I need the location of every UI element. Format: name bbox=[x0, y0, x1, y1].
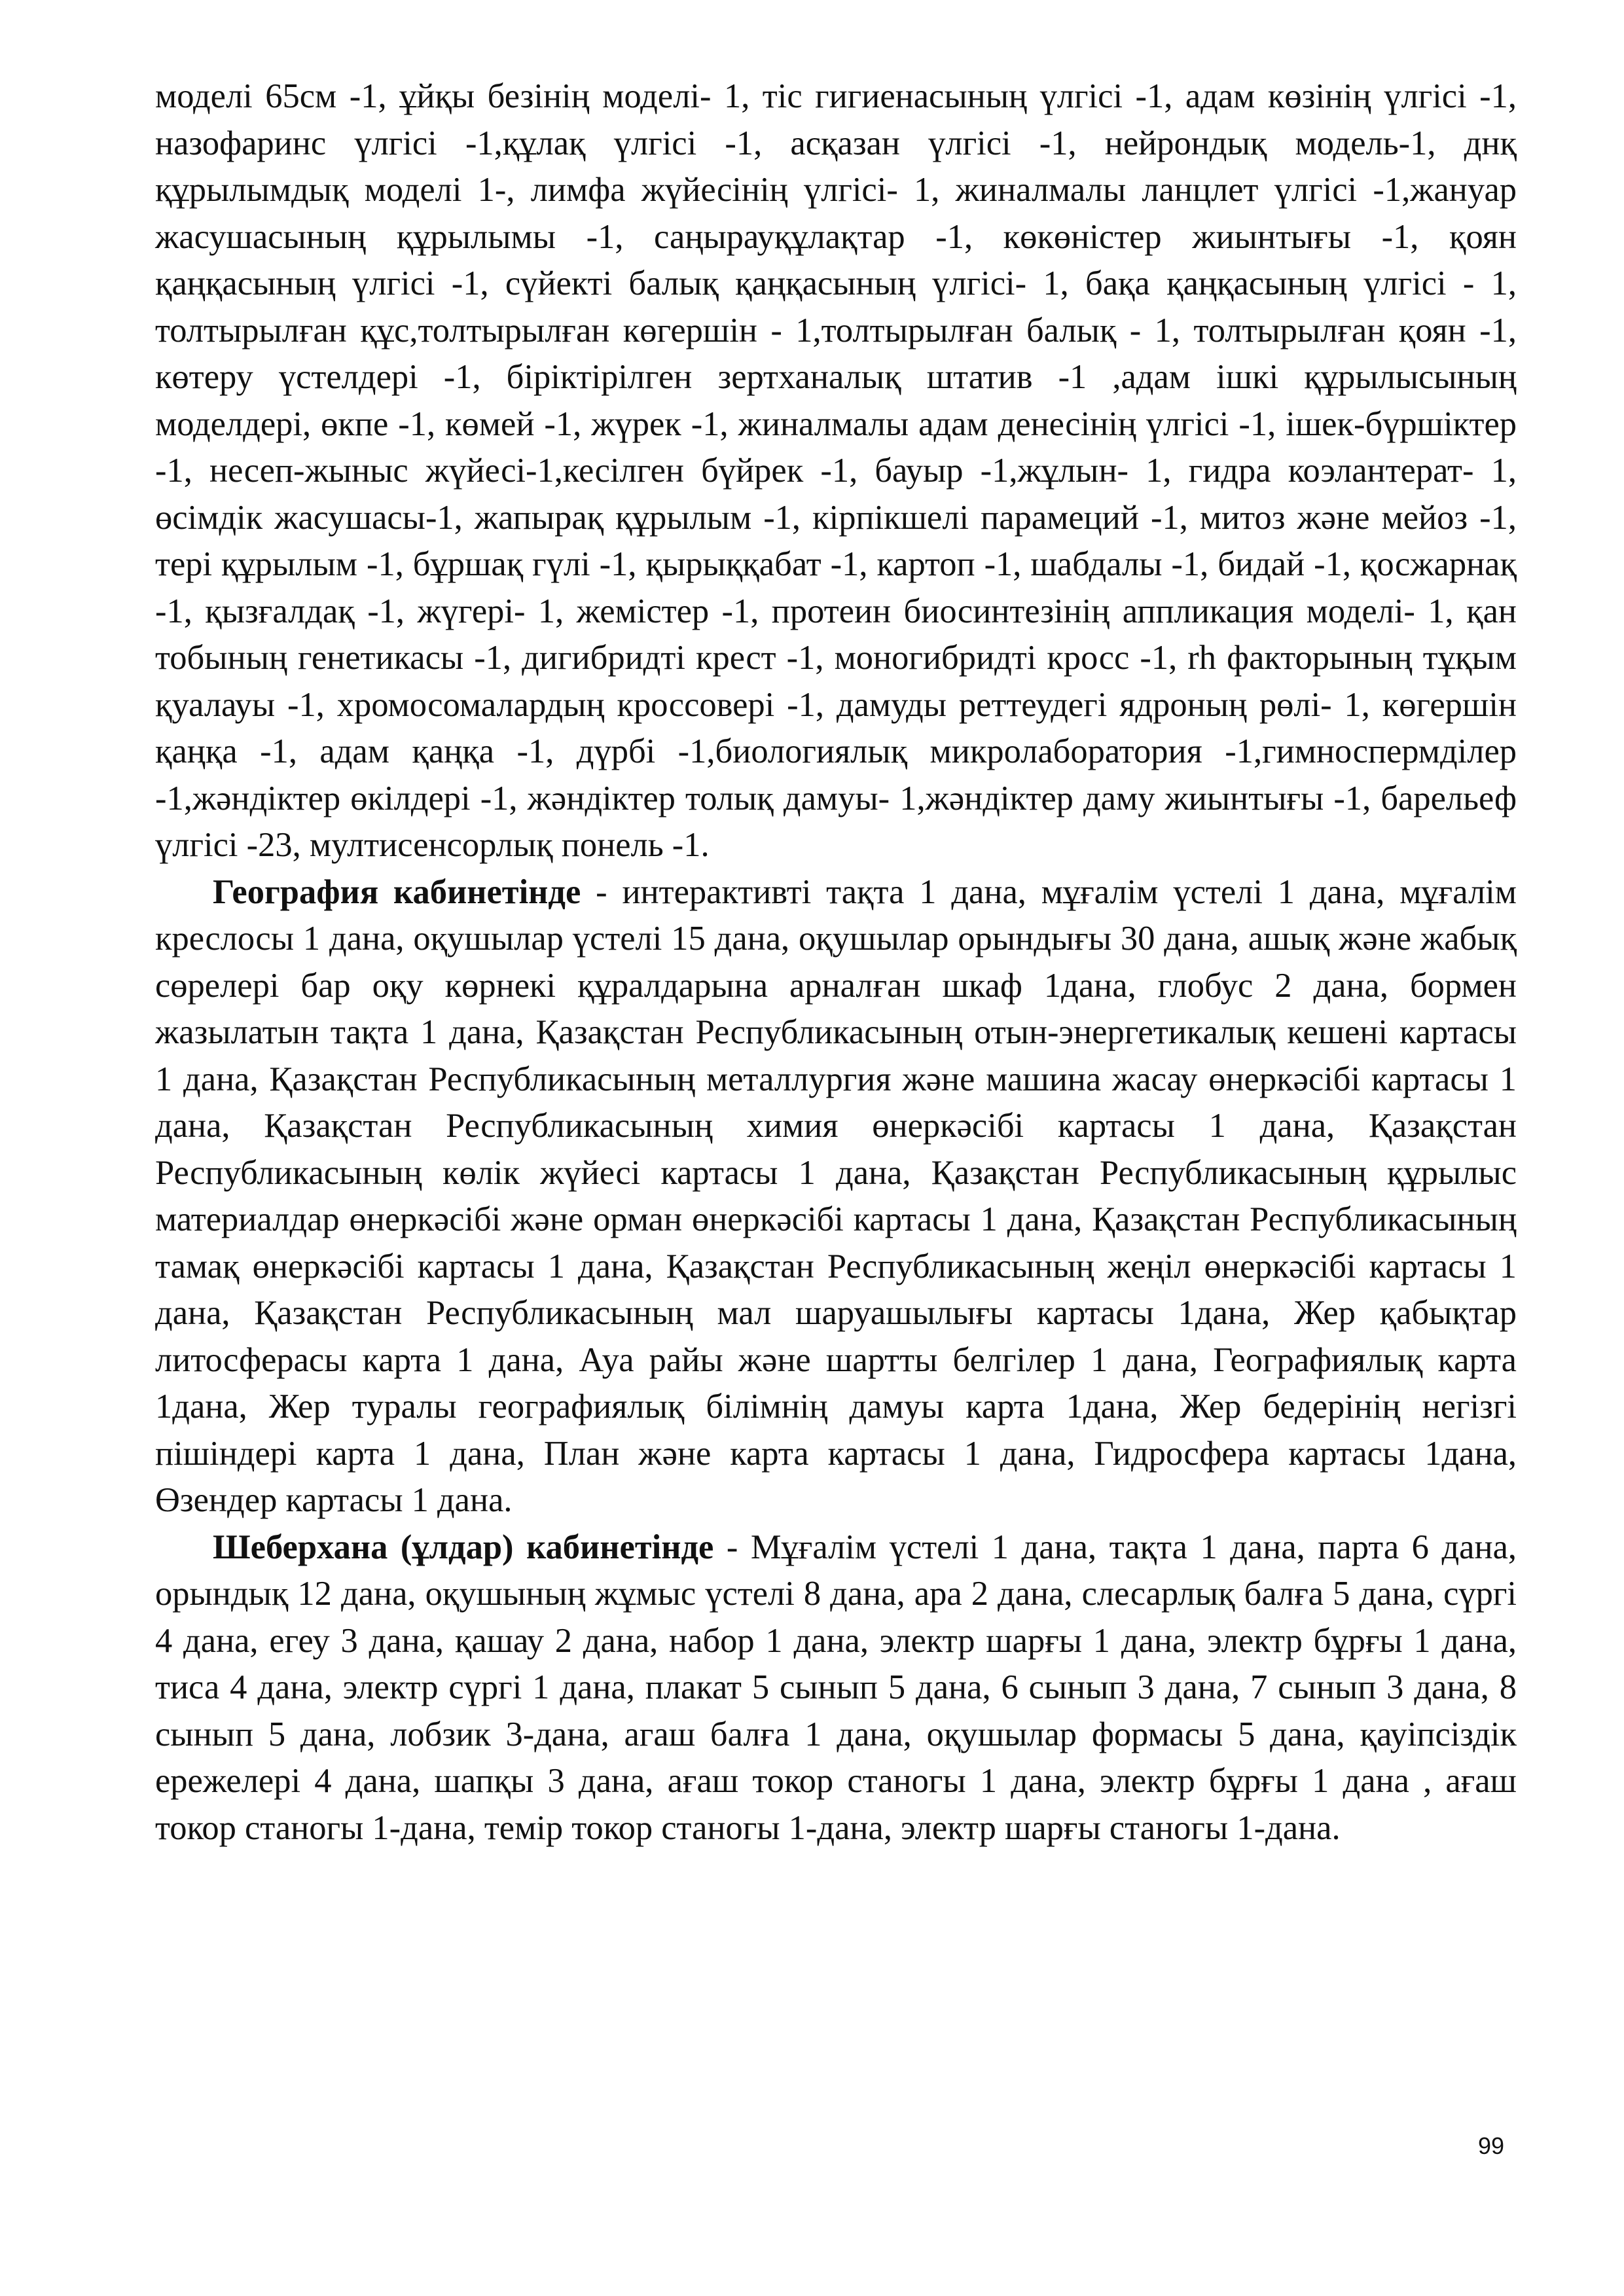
page-number: 99 bbox=[1478, 2132, 1505, 2159]
paragraph-geography-cabinet bbox=[155, 869, 1517, 1524]
paragraph-text: - интерактивті тақта 1 дана, мұғалім үстелі 1 дана, мұғалім креслосы 1 дана, оқушылар үстелі 15 дана, оқушылар орындығы 30 дана, ашық және жабық сөрелері бар оқу көрнекі құралдарына арналған шкаф 1дана, глобус 2 дана, бормен жазылатын тақта 1 дана, Қазақстан Республикасының отын-энергетикалық кешені картасы 1 дана, Қазақстан Республикасының металлургия және машина жасау өнеркәсібі картасы 1 дана, Қазақстан Республикасының химия өнеркәсібі картасы 1 дана, Қазақстан Республикасының көлік жүйесі картасы 1 дана, Қазақстан Республикасының құрылыс материалдар өнеркәсібі және орман өнеркәсібі картасы 1 дана, Қазақстан Республикасының тамақ өнеркәсібі картасы 1 дана, Қазақстан Республикасының жеңіл өнеркәсібі картасы 1 дана, Қазақстан Республикасының мал шаруашылығы картасы 1дана, Жер қабықтар литосферасы карта 1 дана, Ауа райы және шартты белгілер 1 дана, Географиялық карта 1дана, Жер туралы географиялық білімнің дамуы карта 1дана, Жер бедерінің негізгі пішіндері карта 1 дана, План және карта картасы 1 дана, Гидросфера картасы 1дана, Өзендер картасы 1 дана. bbox=[155, 872, 1517, 1519]
paragraph-heading-workshop: Шеберхана (ұлдар) кабинетінде bbox=[213, 1528, 714, 1566]
paragraph-biology-equipment bbox=[155, 73, 1517, 869]
paragraph-text: моделі 65см -1, ұйқы безінің моделі- 1, тіс гигиенасының үлгісі -1, адам көзінің үлгісі -1, назофаринс үлгісі -1,құлақ үлгісі -1, асқазан үлгісі -1, нейрондық модель-1, днқ құрылымдық моделі 1-, лимфа жүйесінің үлгісі- 1, жиналмалы ланцлет үлгісі -1,жануар жасушасының құрылымы -1, саңырауқұлақтар -1, көкөністер жиынтығы -1, қоян қаңқасының үлгісі -1, сүйекті балық қаңқасының үлгісі- 1, бақа қаңқасының үлгісі - 1, толтырылған құс,толтырылған көгершін - 1,толтырылған балық - 1, толтырылған қоян -1, көтеру үстелдері -1, біріктірілген зертханалық штатив -1 ,адам ішкі құрылысының моделдері, өкпе -1, көмей -1, жүрек -1, жиналмалы адам денесінің үлгісі -1, ішек-бүршіктер -1, несеп-жыныс жүйесі-1,кесілген бүйрек -1, бауыр -1,жұлын- 1, гидра коэлантерат- 1, өсімдік жасушасы-1, жапырақ құрылым -1, кірпікшелі парамеций -1, митоз және мейоз -1, тері құрылым -1, бұршақ гүлі -1, қырыққабат -1, картоп -1, шабдалы -1, бидай -1, қосжарнақ -1, қызғалдақ -1, жүгері- 1, жемістер -1, протеин биосинтезінің аппликация моделі- 1, қан тобының генетикасы -1, дигибридті крест -1, моногибридті кросс -1, rh факторының тұқым қуалауы -1, хромосомалардың кроссовері -1, дамуды реттеудегі ядроның рөлі- 1, көгершін қаңқа -1, адам қаңқа -1, дүрбі -1,биологиялық микролаборатория -1,гимноспермділер -1,жәндіктер өкілдері -1, жәндіктер толық дамуы- 1,жәндіктер даму жиынтығы -1, барельеф үлгісі -23, мултисенсорлық понель -1. bbox=[155, 77, 1517, 864]
paragraph-text: - Мұғалім үстелі 1 дана, тақта 1 дана, парта 6 дана, орындық 12 дана, оқушының жұмыс үстелі 8 дана, ара 2 дана, слесарлық балға 5 дана, сүргі 4 дана, егеу 3 дана, қашау 2 дана, набор 1 дана, электр шарғы 1 дана, электр бұрғы 1 дана, тиса 4 дана, электр сүргі 1 дана, плакат 5 сынып 5 дана, 6 сынып 3 дана, 7 сынып 3 дана, 8 сынып 5 дана, лобзик 3-дана, агаш балға 1 дана, оқушылар формасы 5 дана, қауіпсіздік ережелері 4 дана, шапқы 3 дана, ағаш токор станогы 1 дана, электр бұрғы 1 дана , ағаш токор станогы 1-дана, темір токор станогы 1-дана, электр шарғы станогы 1-дана. bbox=[155, 1528, 1517, 1847]
paragraph-heading-geography: География кабинетінде bbox=[213, 872, 581, 911]
paragraph-workshop-cabinet bbox=[155, 1524, 1517, 1852]
document-page bbox=[155, 73, 1517, 1852]
